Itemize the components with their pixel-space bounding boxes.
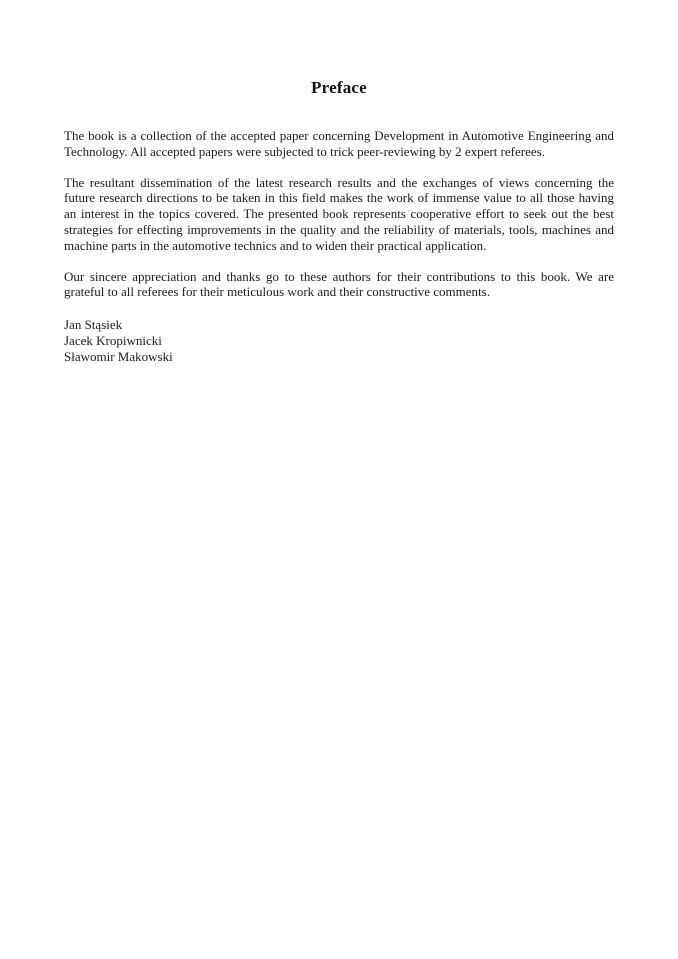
author-name: Jacek Kropiwnicki bbox=[64, 333, 162, 349]
author-name: Sławomir Makowski bbox=[64, 349, 173, 365]
author-list bbox=[64, 317, 614, 365]
paragraph-body: The resultant dissemination of the latest research results and the exchanges of views concerning the future research directions to be taken in this field makes the work of immense value to all those having an interest in the topics covered. The presented book represents cooperative effort to seek out the best strategies for effecting improvements in the quality and the reliability of materials, tools, machines and machine parts in the automotive technics and to widen their practical application. bbox=[64, 174, 614, 253]
author-name: Jan Stąsiek bbox=[64, 317, 123, 333]
paragraph-intro: The book is a collection of the accepted paper concerning Development in Automotive Engineering and Technology. All accepted papers were subjected to trick peer-reviewing by 2 expert referees. bbox=[64, 128, 614, 159]
page-title: Preface bbox=[311, 78, 367, 97]
paragraph-acknowledgements: Our sincere appreciation and thanks go to these authors for their contributions to this book. We are grateful to all referees for their meticulous work and their constructive comments. bbox=[64, 268, 614, 300]
